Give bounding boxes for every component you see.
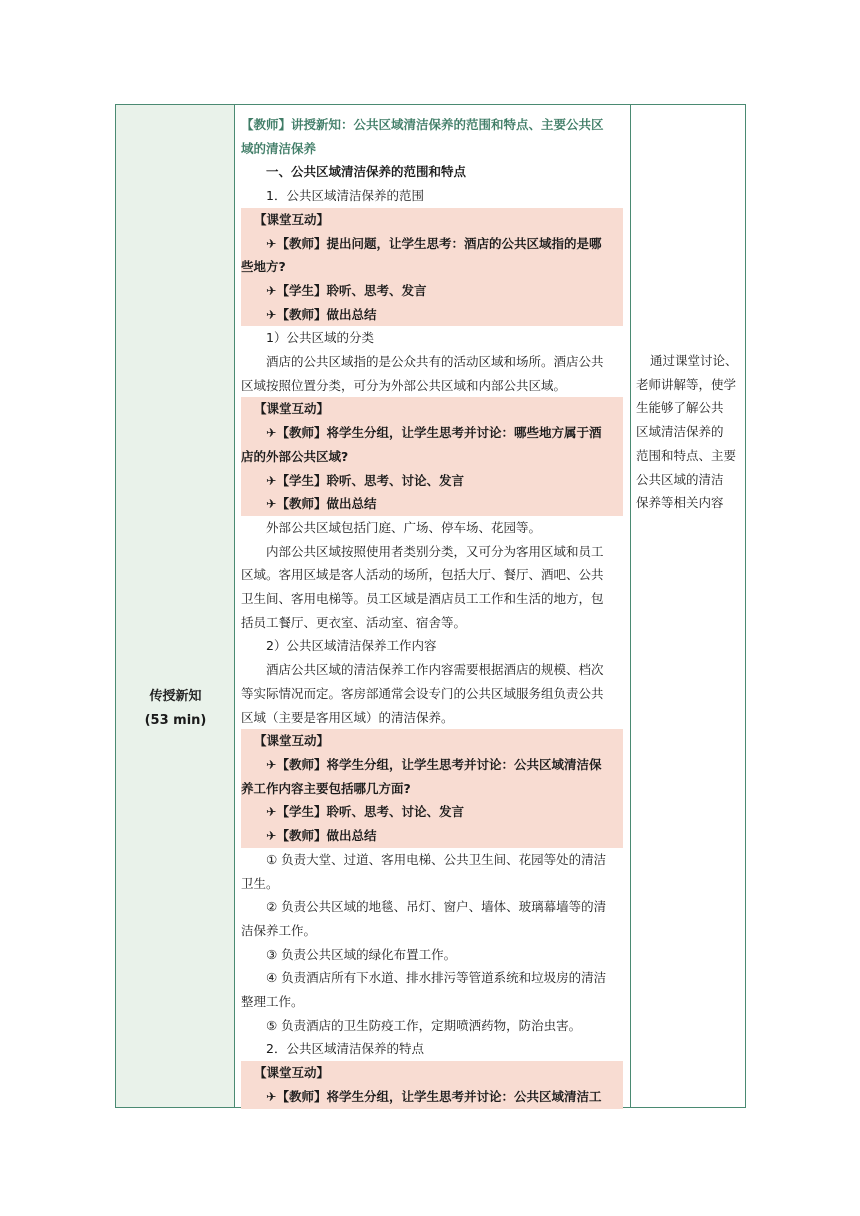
content-line: ① 负责大堂、过道、客用电梯、公共卫生间、花园等处的清洁 bbox=[266, 851, 607, 867]
interaction-line: 养工作内容主要包括哪几方面? bbox=[241, 777, 623, 801]
interaction-line: ✈【教师】提出问题，让学生思考：酒店的公共区域指的是哪 bbox=[241, 232, 623, 256]
lesson-plan-table bbox=[115, 104, 746, 1108]
design-intent-line: 老师讲解等，使学 bbox=[636, 376, 737, 392]
content-cell bbox=[235, 105, 631, 1107]
content-line: 卫生间、客用电梯等。员工区域是酒店员工工作和生活的地方，包 bbox=[241, 591, 604, 607]
interaction-line: ✈【学生】聆听、思考、讨论、发言 bbox=[241, 469, 623, 493]
interaction-line: 【课堂互动】 bbox=[241, 208, 623, 232]
design-intent-line: 范围和特点、主要 bbox=[636, 447, 737, 463]
content-line: 区域（主要是客用区域）的清洁保养。 bbox=[241, 709, 454, 725]
content-line: 酒店的公共区域指的是公众共有的活动区域和场所。酒店公共 bbox=[266, 354, 604, 370]
interaction-line: 些地方? bbox=[241, 255, 623, 279]
interaction-line: ✈【教师】做出总结 bbox=[241, 303, 623, 327]
content-line: ② 负责公共区域的地毯、吊灯、窗户、墙体、玻璃幕墙等的清 bbox=[266, 899, 607, 915]
content-line: 1）公共区域的分类 bbox=[266, 330, 374, 346]
interaction-line: 【课堂互动】 bbox=[241, 397, 623, 421]
content-line: 括员工餐厅、更衣室、活动室、宿舍等。 bbox=[241, 614, 467, 630]
interaction-line: 店的外部公共区域? bbox=[241, 445, 623, 469]
content-line: 域的清洁保养 bbox=[241, 140, 317, 156]
content-line: 整理工作。 bbox=[241, 994, 304, 1010]
interaction-line: ✈【教师】做出总结 bbox=[241, 492, 623, 516]
stage-title: 传授新知 bbox=[149, 689, 202, 704]
design-intent-line: 生能够了解公共 bbox=[636, 400, 724, 416]
interaction-line: 【课堂互动】 bbox=[241, 729, 623, 753]
stage-cell bbox=[116, 105, 235, 1107]
teaching-content bbox=[241, 113, 623, 1109]
content-line: 1．公共区域清洁保养的范围 bbox=[266, 188, 424, 204]
content-line: ④ 负责酒店所有下水道、排水排污等管道系统和垃圾房的清洁 bbox=[266, 970, 607, 986]
content-line: 洁保养工作。 bbox=[241, 922, 317, 938]
stage-duration: (53 min) bbox=[144, 713, 207, 728]
design-intent bbox=[631, 349, 744, 515]
stage-label bbox=[116, 685, 235, 733]
content-line: 卫生。 bbox=[241, 875, 279, 891]
interaction-line: ✈【教师】做出总结 bbox=[241, 824, 623, 848]
content-line: 2．公共区域清洁保养的特点 bbox=[266, 1041, 424, 1057]
interaction-line: 【课堂互动】 bbox=[241, 1061, 623, 1085]
design-intent-line: 通过课堂讨论、 bbox=[650, 353, 738, 368]
interaction-line: ✈【学生】聆听、思考、发言 bbox=[241, 279, 623, 303]
content-line: 区域按照位置分类，可分为外部公共区域和内部公共区域。 bbox=[241, 377, 567, 393]
content-line: ⑤ 负责酒店的卫生防疫工作，定期喷洒药物，防治虫害。 bbox=[266, 1017, 582, 1033]
interaction-line: ✈【教师】将学生分组，让学生思考并讨论：公共区域清洁工 bbox=[241, 1085, 623, 1109]
content-line: 【教师】讲授新知：公共区域清洁保养的范围和特点、主要公共区 bbox=[241, 117, 604, 132]
interaction-line: ✈【学生】聆听、思考、讨论、发言 bbox=[241, 800, 623, 824]
content-line: 一、公共区域清洁保养的范围和特点 bbox=[266, 164, 467, 180]
content-line: ③ 负责公共区域的绿化布置工作。 bbox=[266, 946, 457, 962]
interaction-line: ✈【教师】将学生分组，让学生思考并讨论：公共区域清洁保 bbox=[241, 753, 623, 777]
design-intent-line: 保养等相关内容 bbox=[636, 495, 724, 511]
design-intent-line: 公共区域的清洁 bbox=[636, 471, 724, 487]
content-line: 区域。客用区域是客人活动的场所，包括大厅、餐厅、酒吧、公共 bbox=[241, 567, 604, 583]
content-line: 酒店公共区域的清洁保养工作内容需要根据酒店的规模、档次 bbox=[266, 662, 604, 678]
design-intent-line: 区域清洁保养的 bbox=[636, 424, 724, 440]
content-line: 等实际情况而定。客房部通常会设专门的公共区域服务组负责公共 bbox=[241, 685, 604, 701]
content-line: 内部公共区域按照使用者类别分类，又可分为客用区域和员工 bbox=[266, 543, 604, 559]
content-line: 外部公共区域包括门庭、广场、停车场、花园等。 bbox=[266, 519, 542, 535]
interaction-line: ✈【教师】将学生分组，让学生思考并讨论：哪些地方属于酒 bbox=[241, 421, 623, 445]
purpose-cell bbox=[631, 105, 744, 1107]
content-line: 2）公共区域清洁保养工作内容 bbox=[266, 638, 437, 654]
